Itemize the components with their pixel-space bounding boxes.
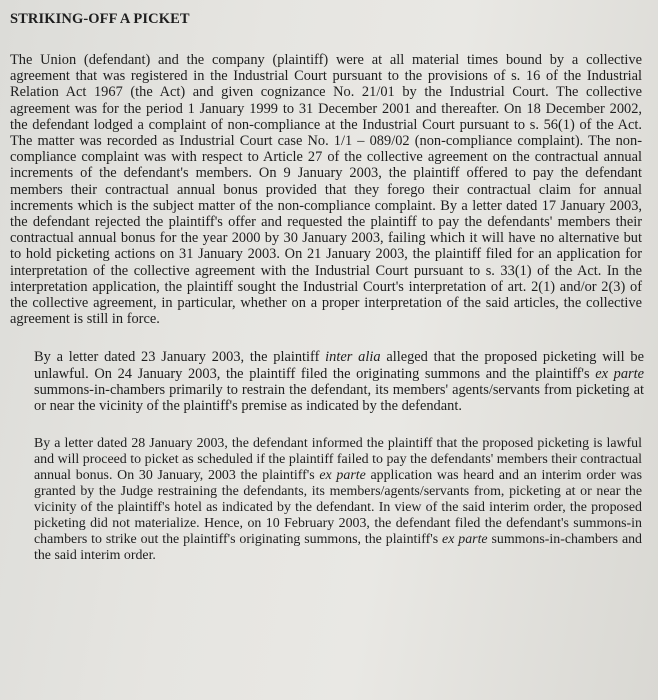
paragraph-2-italic-b: ex parte bbox=[595, 365, 645, 382]
paragraph-3-text-b: application was heard and an interim order was granted by the Judge restraining the defendants, its members/agents/servants from, picketing at or near the vicinity of the plaintiff's hotel as indicated by the defendant. In view of the said interim order, the proposed picketing did not materialize. Hence, on 10 February 2003, the defendant filed the defendant's summons-in chambers to strike out the plaintiff's originating summons, the plaintiff's bbox=[34, 468, 642, 548]
paragraph-2-text-b: alleged that the proposed picketing will be unlawful. On 24 January 2003, the plaintiff filed the originating summons and the plaintiff's bbox=[34, 349, 645, 382]
paragraph-3-italic-a: ex parte bbox=[319, 468, 366, 484]
paragraph-1: The Union (defendant) and the company (plaintiff) were at all material times bound by a collective agreement that was registered in the Industrial Court pursuant to the provisions of s. 16 of the Industrial Relation Act 1967 (the Act) and given cognizance No. 21/01 by the Industrial Court. The collective agreement was for the period 1 January 1999 to 31 December 2001 and thereafter. On 18 December 2002, the defendant lodged a complaint of non-compliance at the Industrial Court pursuant to s. 56(1) of the Act. The matter was recorded as Industrial Court case No. 1/1 – 089/02 (non-compliance complaint). The non-compliance complaint was with respect to Article 27 of the collective agreement on the contractual annual increments of the defendant's members. On 9 January 2003, the plaintiff offered to pay the defendant members their contractual annual bonus provided that they forego their contractual claim for annual increments which is the subject matter of the non-compliance complaint. By a letter dated 17 January 2003, the defendant rejected the plaintiff's offer and requested the plaintiff to pay the defendants' members their contractual annual bonus for the year 2000 by 30 January 2003, failing which it will have no alternative but to hold picketing actions on 31 January 2003. On 21 January 2003, the plaintiff filed for an application for interpretation of the collective agreement with the Industrial Court pursuant to s. 33(1) of the Act. In the interpretation application, the plaintiff sought the Industrial Court's interpretation of art. 2(1) and/or 2(3) of the collective agreement, in particular, whether on a proper interpretation of the said articles, the collective agreement is still in force. bbox=[10, 52, 642, 328]
paragraph-3 bbox=[34, 436, 642, 564]
paragraph-2 bbox=[34, 349, 644, 414]
paragraph-3-italic-b: ex parte bbox=[442, 532, 488, 548]
paragraph-2-text-c: summons-in-chambers primarily to restrain the defendant, its members' agents/servants from picketing at or near the vicinity of the plaintiff's premise as indicated by the defendant. bbox=[34, 381, 644, 415]
paragraph-2-italic-a: inter alia bbox=[325, 349, 381, 366]
document-title: STRIKING-OFF A PICKET bbox=[10, 11, 190, 27]
paragraph-3-text-c: summons-in-chambers and the said interim order. bbox=[34, 532, 642, 564]
paragraph-2-text-a: By a letter dated 23 January 2003, the plaintiff bbox=[34, 349, 326, 366]
paragraph-3-text-a: By a letter dated 28 January 2003, the defendant informed the plaintiff that the proposed picketing is lawful and will proceed to picket as scheduled if the plaintiff failed to pay the defendants' members their contractual annual bonus. On 30 January, 2003 the plaintiff's bbox=[34, 436, 642, 484]
